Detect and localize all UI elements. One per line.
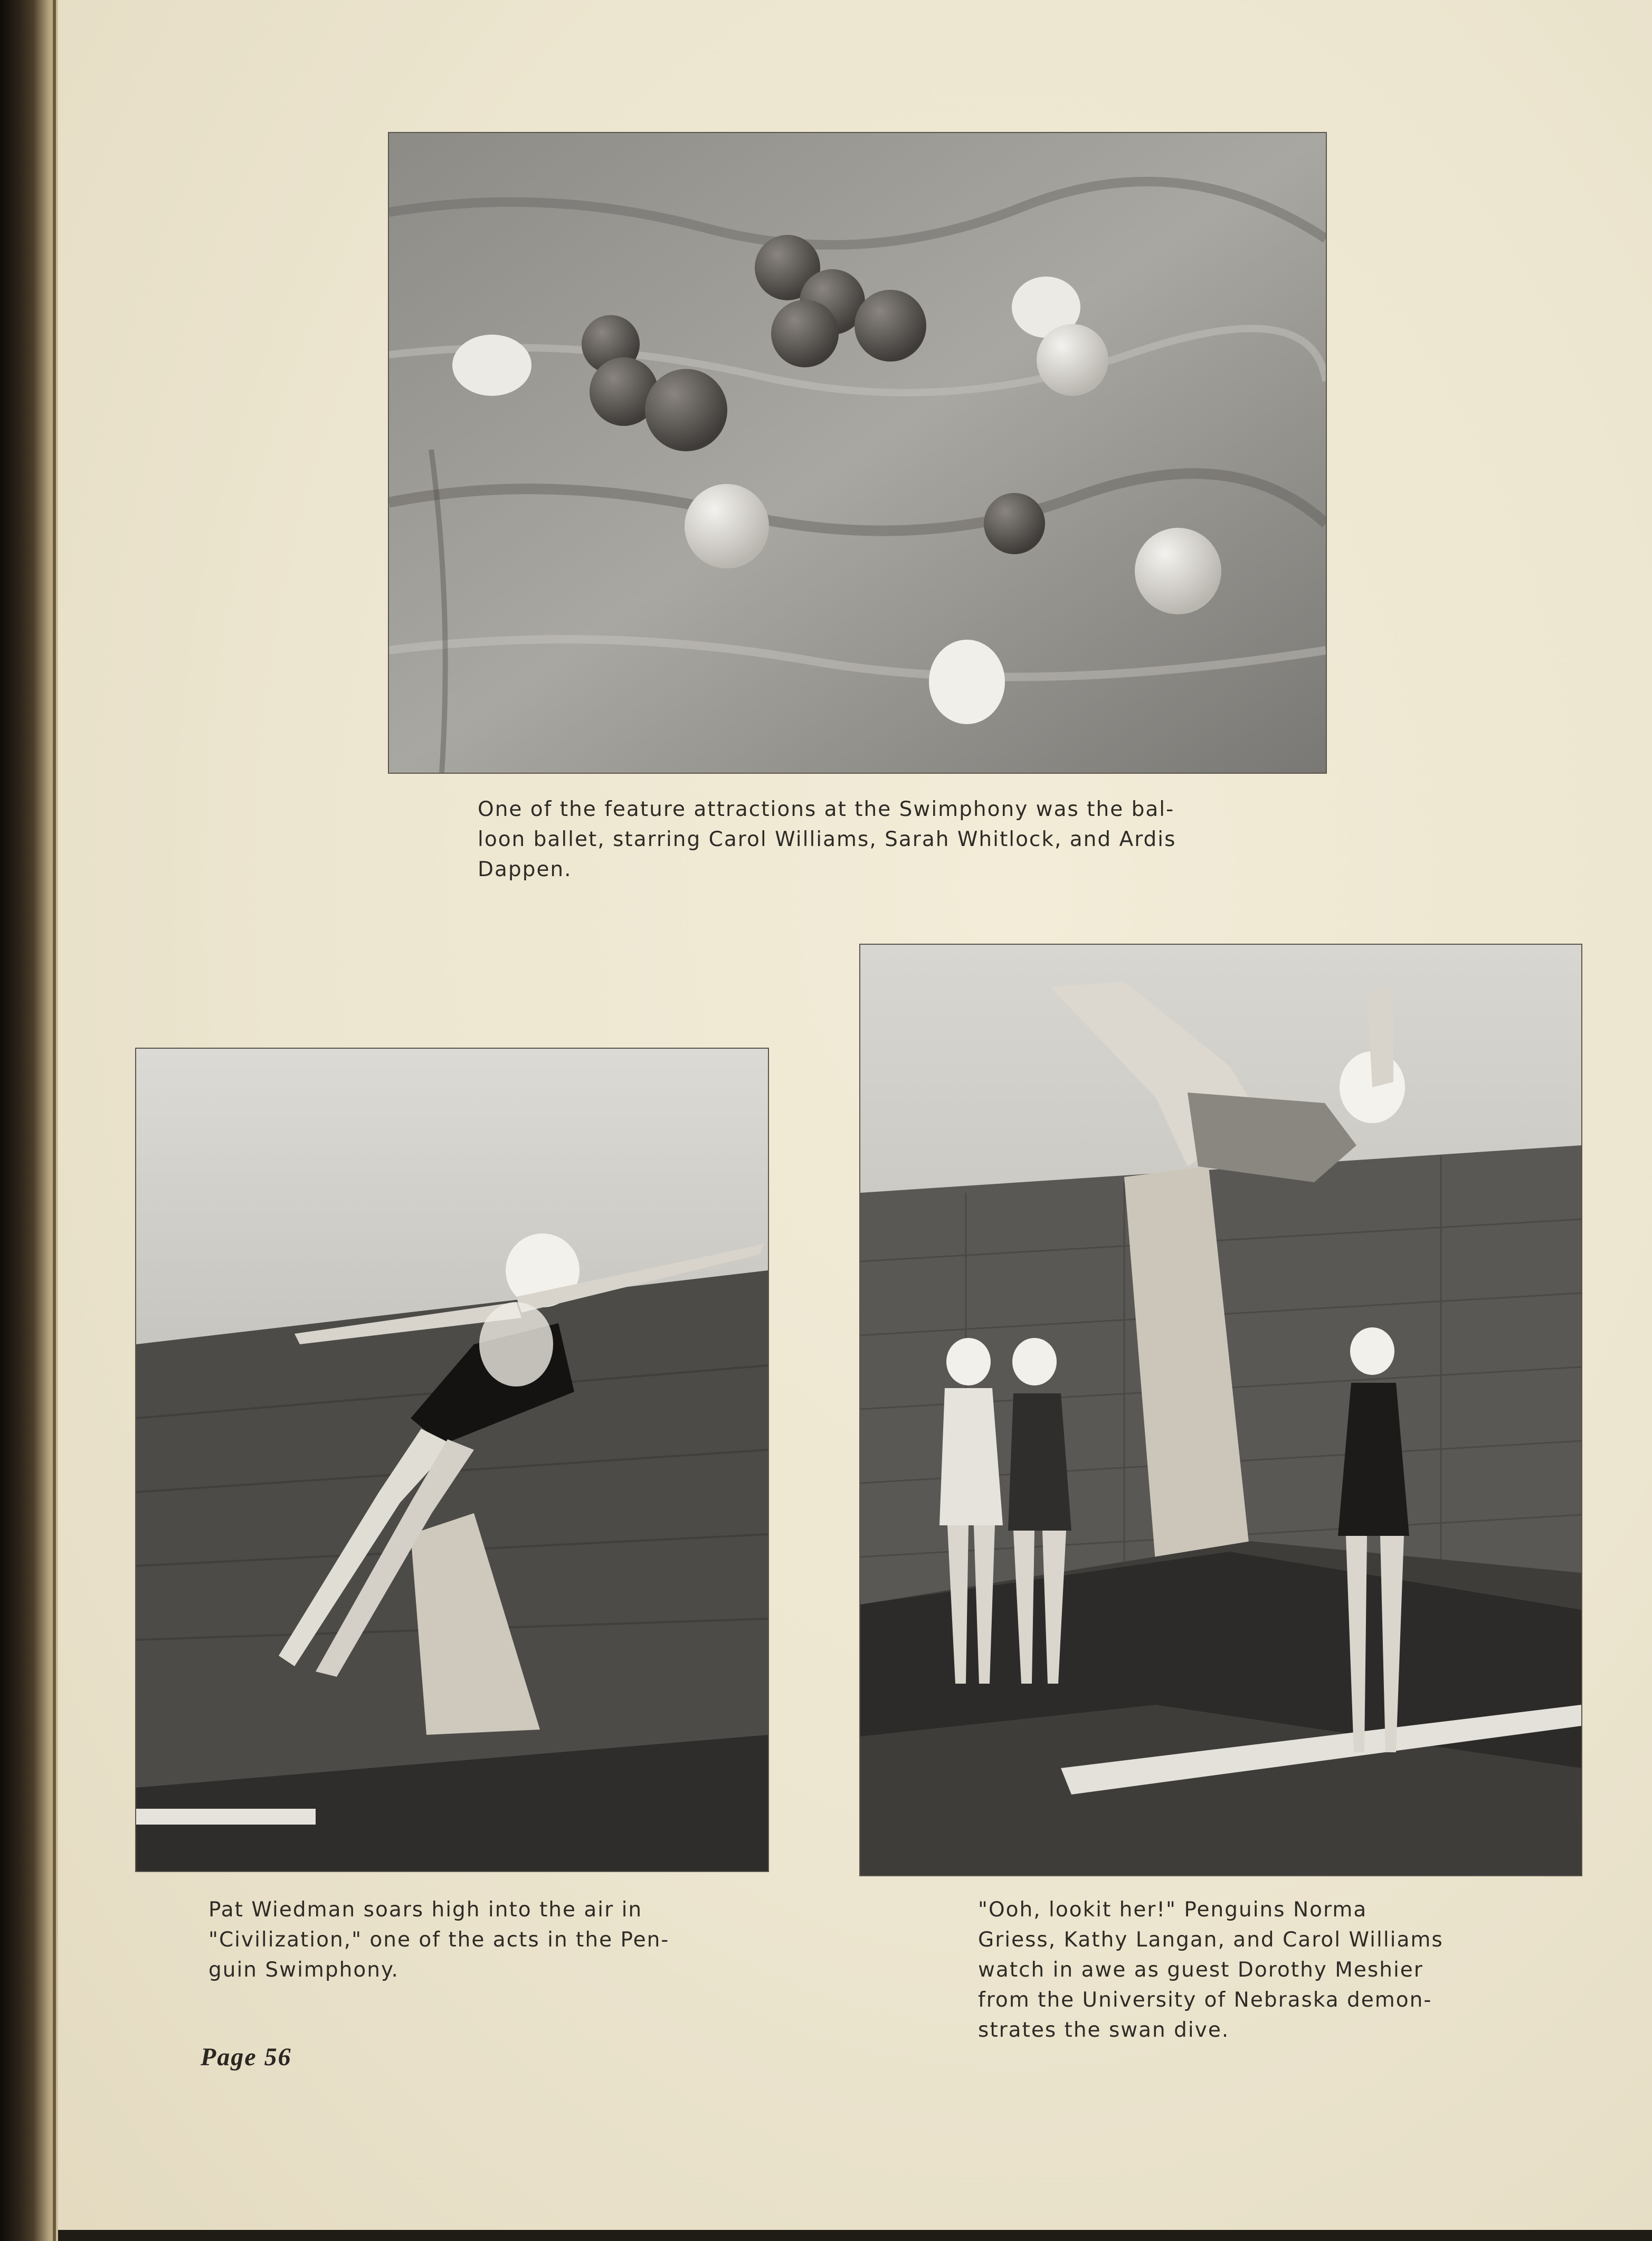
balloon-ballet-photo bbox=[388, 132, 1327, 774]
swan-dive-caption: "Ooh, lookit her!" Penguins Norma Griess, Kathy Langan, and Carol Williams watch in awe as guest Dorothy Meshier from the University of Nebraska demon- strates the swan dive. bbox=[978, 1898, 1444, 2042]
swan-dive-photo bbox=[859, 944, 1582, 1876]
pat-wiedman-dive-photo bbox=[135, 1048, 769, 1872]
balloon-ballet-caption: One of the feature attractions at the Swimphony was the bal- loon ballet, starring Carol Williams, Sarah Whitlock, and Ardis Dappen. bbox=[478, 797, 1176, 881]
page-bottom-edge bbox=[58, 2230, 1652, 2241]
page-number: Page 56 bbox=[201, 2043, 292, 2071]
book-spine bbox=[0, 0, 61, 2241]
pat-wiedman-caption: Pat Wiedman soars high into the air in "Civilization," one of the acts in the Pen- guin Swimphony. bbox=[208, 1898, 670, 1982]
spine-edge bbox=[53, 0, 56, 2241]
